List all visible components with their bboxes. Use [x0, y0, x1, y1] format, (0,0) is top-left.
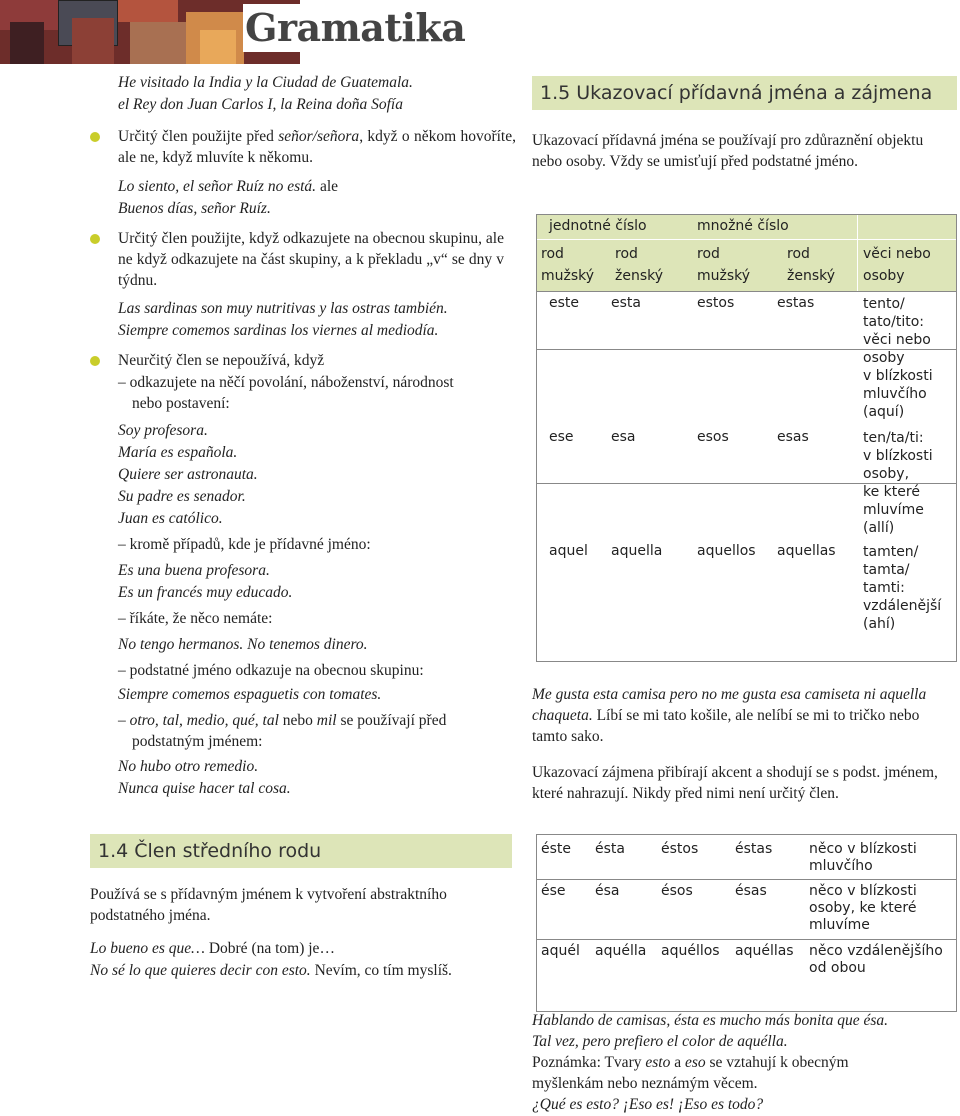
section-heading: 1.5 Ukazovací přídavná jména a zájmena [532, 76, 957, 110]
table-cell: ésos [661, 883, 693, 899]
table-cell-meaning: něco vzdálenějšího [809, 943, 943, 959]
table-cell-meaning: (ahí) [863, 616, 896, 632]
table-cell-meaning: ten/ta/ti: [863, 430, 924, 446]
note-line: myšlenkám nebo neznámým věcem. [532, 1075, 758, 1092]
page-title: Gramatika [243, 4, 471, 52]
table-cell: esas [777, 429, 809, 445]
example-line: Las sardinas son muy nutritivas y las ostras también. [118, 300, 448, 317]
bullet-item [118, 350, 508, 371]
table-cell-meaning: tamti: [863, 580, 905, 596]
bullet-icon [90, 234, 100, 244]
table-cell-meaning: tamta/ [863, 562, 910, 578]
table-cell-meaning: mluvíme [863, 502, 924, 518]
example-line: No sé lo que quieres decir con esto. Nevím, co tím myslíš. [90, 962, 452, 979]
example-line: No hubo otro remedio. [118, 758, 259, 775]
example-line: Siempre comemos espaguetis con tomates. [118, 686, 382, 703]
table-cell-meaning: tato/tito: [863, 314, 924, 330]
table-cell: ésas [735, 883, 767, 899]
example-line: el Rey don Juan Carlos I, la Reina doña Sofía [118, 96, 403, 113]
section-heading: 1.4 Člen středního rodu [90, 834, 512, 868]
demonstrative-pronouns-table [536, 834, 957, 1012]
table-cell-meaning: ke které [863, 484, 920, 500]
bullet-text: Neurčitý člen se nepoužívá, když [118, 352, 325, 369]
table-cell: ésa [595, 883, 620, 899]
example-line: Lo siento, el señor Ruíz no está. ale [118, 178, 339, 195]
table-cell-meaning: mluvčího [809, 858, 873, 874]
section-text: Ukazovací přídavná jména se používají pro zdůraznění objektu nebo osoby. Vždy se umisťují před podstatné jméno. [532, 132, 924, 170]
table-cell: esa [611, 429, 636, 445]
table-cell-meaning: něco v blízkosti [809, 841, 917, 857]
example-line: Su padre es senador. [118, 488, 246, 505]
bullet-icon [90, 132, 100, 142]
table-cell: aquél [541, 943, 580, 959]
table-cell: esta [611, 295, 641, 311]
example-line: Lo bueno es que… Dobré (na tom) je… [90, 940, 335, 957]
table-cell-meaning: tamten/ [863, 544, 919, 560]
example-line: Es un francés muy educado. [118, 584, 293, 601]
table-cell-meaning: od obou [809, 960, 866, 976]
table-cell: ésta [595, 841, 625, 857]
table-cell: ese [549, 429, 574, 445]
table-cell: aquella [611, 543, 663, 559]
sub-rule: – kromě případů, kde je přídavné jméno: [118, 536, 371, 553]
section-text: Ukazovací zájmena přibírají akcent a shodují se s podst. jménem, které nahrazují. Nikdy před nimi není určitý člen. [532, 764, 938, 802]
sub-rule: nebo postavení: [132, 395, 230, 412]
example-line: Juan es católico. [118, 510, 223, 527]
sub-rule: – otro, tal, medio, qué, tal nebo mil se používají před [118, 712, 447, 729]
table-cell: aquellos [697, 543, 756, 559]
table-cell-meaning: (aquí) [863, 404, 905, 420]
header-cell: jednotné číslo [549, 218, 647, 234]
table-cell-meaning: věci nebo [863, 332, 931, 348]
sub-rule: podstatným jménem: [132, 733, 263, 750]
header-cell: rod ženský [615, 246, 664, 284]
header-cell: množné číslo [697, 218, 789, 234]
section-text: Používá se s přídavným jménem k vytvoření abstraktního podstatného jména. [90, 886, 447, 924]
bullet-item [118, 228, 504, 291]
table-cell: éstos [661, 841, 699, 857]
table-cell-meaning: tento/ [863, 296, 905, 312]
note-line: Poznámka: Tvary esto a eso se vztahují k obecným [532, 1054, 849, 1071]
example-line: Hablando de camisas, ésta es mucho más bonita que ésa. [532, 1012, 889, 1029]
table-cell: éstas [735, 841, 773, 857]
example-line: María es española. [118, 444, 238, 461]
example-line: Siempre comemos sardinas los viernes al mediodía. [118, 322, 439, 339]
sub-rule: – odkazujete na něčí povolání, náboženství, národnost [118, 374, 454, 391]
table-cell: aquéllos [661, 943, 720, 959]
header-cell: rod ženský [787, 246, 836, 284]
example-line: Soy profesora. [118, 422, 208, 439]
header-cell: rod mužský [541, 246, 595, 284]
table-cell: éste [541, 841, 572, 857]
example-line: ¿Qué es esto? ¡Eso es! ¡Eso es todo? [532, 1096, 764, 1113]
table-cell-meaning: v blízkosti [863, 448, 933, 464]
example-line: Nunca quise hacer tal cosa. [118, 780, 291, 797]
table-cell-meaning: osoby [863, 350, 905, 366]
table-cell-meaning: osoby, ke které [809, 900, 917, 916]
table-cell: este [549, 295, 580, 311]
table-cell-meaning: něco v blízkosti [809, 883, 917, 899]
example-line: Buenos días, señor Ruíz. [118, 200, 271, 217]
table-cell: aquélla [595, 943, 647, 959]
example-line: Es una buena profesora. [118, 562, 270, 579]
table-cell: aquel [549, 543, 588, 559]
table-cell: aquéllas [735, 943, 794, 959]
bullet-icon [90, 356, 100, 366]
table-cell-meaning: osoby, [863, 466, 910, 482]
table-cell-meaning: mluvíme [809, 917, 870, 933]
table-cell-meaning: (allí) [863, 520, 895, 536]
demonstrative-adjectives-table [536, 214, 957, 662]
header-cell: věci nebo osoby [863, 246, 931, 284]
table-cell-meaning: vzdálenější [863, 598, 942, 614]
table-cell: estos [697, 295, 735, 311]
table-cell-meaning: mluvčího [863, 386, 927, 402]
bullet-item [118, 126, 516, 168]
sub-rule: – podstatné jméno odkazuje na obecnou skupinu: [118, 662, 424, 679]
example-line: Tal vez, pero prefiero el color de aquélla. [532, 1033, 788, 1050]
bullet-text: Určitý člen použijte, když odkazujete na obecnou skupinu, ale ne když odkazujete na část skupiny, a k překladu „v“ se dny v týdnu. [118, 230, 504, 289]
table-cell: ése [541, 883, 566, 899]
table-cell-meaning: v blízkosti [863, 368, 933, 384]
example-paragraph: Me gusta esta camisa pero no me gusta esa camiseta ni aquella chaqueta. Líbí se mi tato košile, ale nelíbí se mi to tričko nebo tamto sako. [532, 686, 927, 745]
example-line: Quiere ser astronauta. [118, 466, 258, 483]
table-cell: esos [697, 429, 729, 445]
table-cell: aquellas [777, 543, 836, 559]
header-cell: rod mužský [697, 246, 751, 284]
bullet-text: Určitý člen použijte před señor/señora, když o někom hovoříte, ale ne, když mluvíte k někomu. [118, 128, 516, 166]
sub-rule: – říkáte, že něco nemáte: [118, 610, 273, 627]
example-line: He visitado la India y la Ciudad de Guatemala. [118, 74, 413, 91]
example-line: No tengo hermanos. No tenemos dinero. [118, 636, 368, 653]
table-cell: estas [777, 295, 815, 311]
